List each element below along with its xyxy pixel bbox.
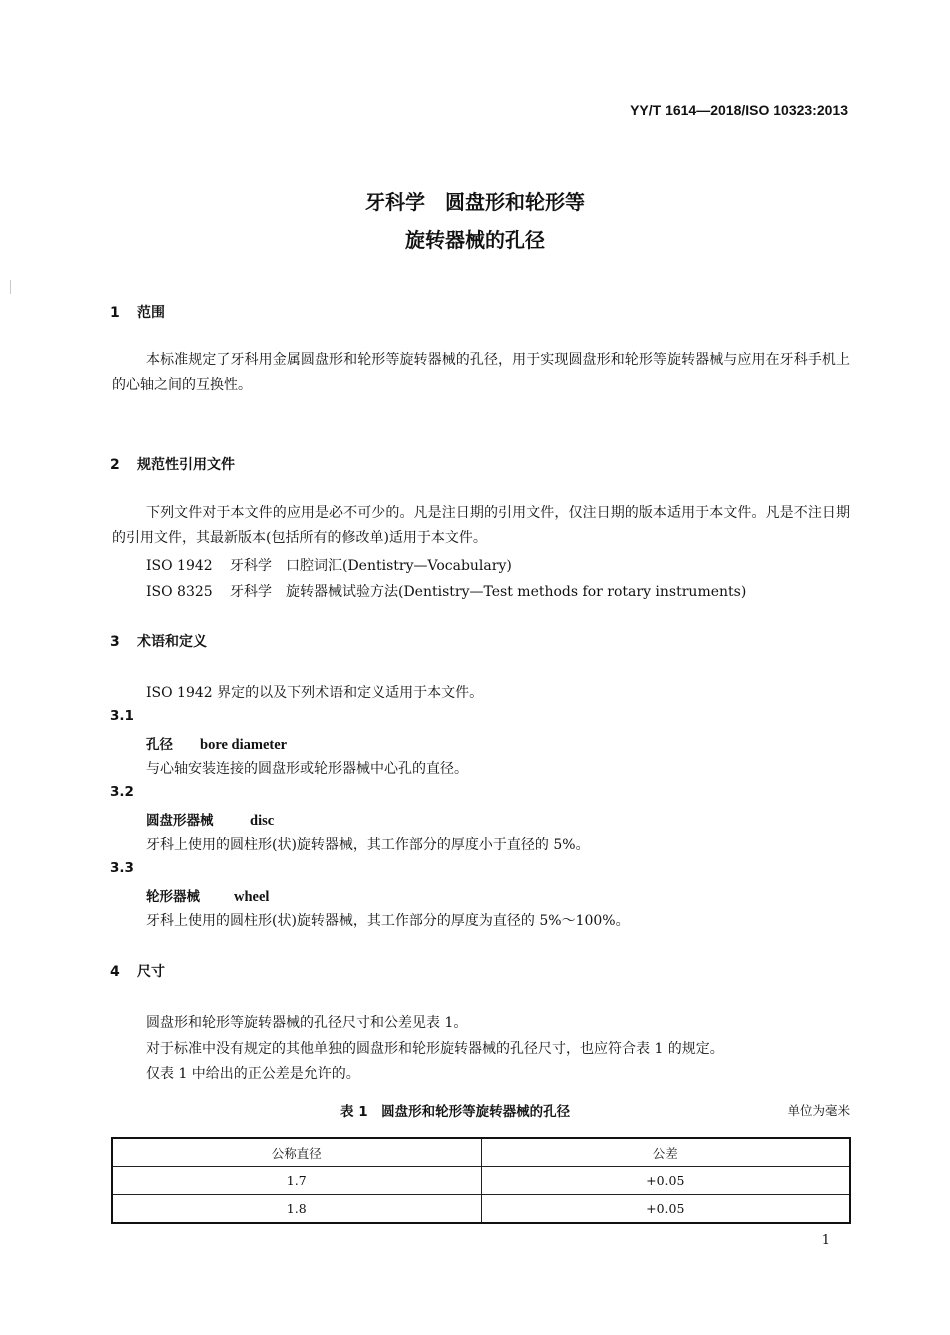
term-en: bore diameter [200,737,288,753]
table-header-row [112,1138,850,1167]
table-caption: 表 1 圆盘形和轮形等旋转器械的孔径 [340,1104,571,1120]
reference-code: ISO 8325 [146,584,213,600]
section-2-title: 规范性引用文件 [137,457,235,473]
reference-title: 牙科学 旋转器械试验方法(Dentistry—Test methods for rotary instruments) [230,584,747,600]
document-title-line1: 牙科学 圆盘形和轮形等 [365,190,585,214]
term-number: 3.2 [110,784,134,800]
term-number: 3.3 [110,860,134,876]
section-4-paragraph: 圆盘形和轮形等旋转器械的孔径尺寸和公差见表 1。 [146,1015,468,1031]
term-cn: 孔径 [146,737,173,753]
reference-title: 牙科学 口腔词汇(Dentistry—Vocabulary) [230,558,512,574]
section-3-intro: ISO 1942 界定的以及下列术语和定义适用于本文件。 [146,685,484,701]
reference-item [146,581,746,601]
section-2-number: 2 [110,457,120,473]
table-row [112,1167,850,1195]
document-title-line2: 旋转器械的孔径 [405,228,545,252]
term-definition: 牙科上使用的圆柱形(状)旋转器械，其工作部分的厚度为直径的 5%～100%。 [146,913,630,929]
section-1-heading [110,302,165,322]
term-heading [146,733,287,754]
reference-item [146,555,512,575]
table-cell: +0.05 [481,1167,850,1195]
tolerance-table [111,1137,851,1224]
term-heading [146,885,269,906]
section-1-title: 范围 [137,305,165,321]
section-3-heading [110,631,207,651]
table-unit: 单位为毫米 [787,1103,850,1118]
table-header-cell: 公称直径 [112,1138,481,1167]
section-2-heading [110,454,235,474]
table-row [112,1195,850,1224]
section-4-number: 4 [110,964,120,980]
section-3-number: 3 [110,634,120,650]
section-1-number: 1 [110,305,120,321]
section-1-body: 本标准规定了牙科用金属圆盘形和轮形等旋转器械的孔径，用于实现圆盘形和轮形等旋转器械与应用在牙科手机上的心轴之间的互换性。 [112,352,850,393]
section-4-title: 尺寸 [137,964,165,980]
section-4-paragraph: 对于标准中没有规定的其他单独的圆盘形和轮形旋转器械的孔径尺寸，也应符合表 1 的规定。 [146,1041,724,1057]
term-number: 3.1 [110,708,134,724]
term-definition: 牙科上使用的圆柱形(状)旋转器械，其工作部分的厚度小于直径的 5%。 [146,837,590,853]
section-4-paragraph: 仅表 1 中给出的正公差是允许的。 [146,1066,360,1082]
table-cell: 1.8 [112,1195,481,1224]
table-cell: +0.05 [481,1195,850,1224]
table-header-cell: 公差 [481,1138,850,1167]
term-cn: 轮形器械 [146,889,200,905]
standard-code: YY/T 1614—2018/ISO 10323:2013 [630,102,848,118]
section-4-heading [110,961,165,981]
term-en: disc [250,813,275,829]
term-definition: 与心轴安装连接的圆盘形或轮形器械中心孔的直径。 [146,761,468,777]
reference-code: ISO 1942 [146,558,213,574]
section-3-title: 术语和定义 [137,634,207,650]
section-2-body: 下列文件对于本文件的应用是必不可少的。凡是注日期的引用文件，仅注日期的版本适用于本文件。凡是不注日期的引用文件，其最新版本(包括所有的修改单)适用于本文件。 [112,505,850,546]
page-number: 1 [821,1233,830,1248]
table-cell: 1.7 [112,1167,481,1195]
term-heading [146,809,274,830]
term-en: wheel [234,889,270,905]
term-cn: 圆盘形器械 [146,813,214,829]
scan-margin-mark [10,280,11,294]
